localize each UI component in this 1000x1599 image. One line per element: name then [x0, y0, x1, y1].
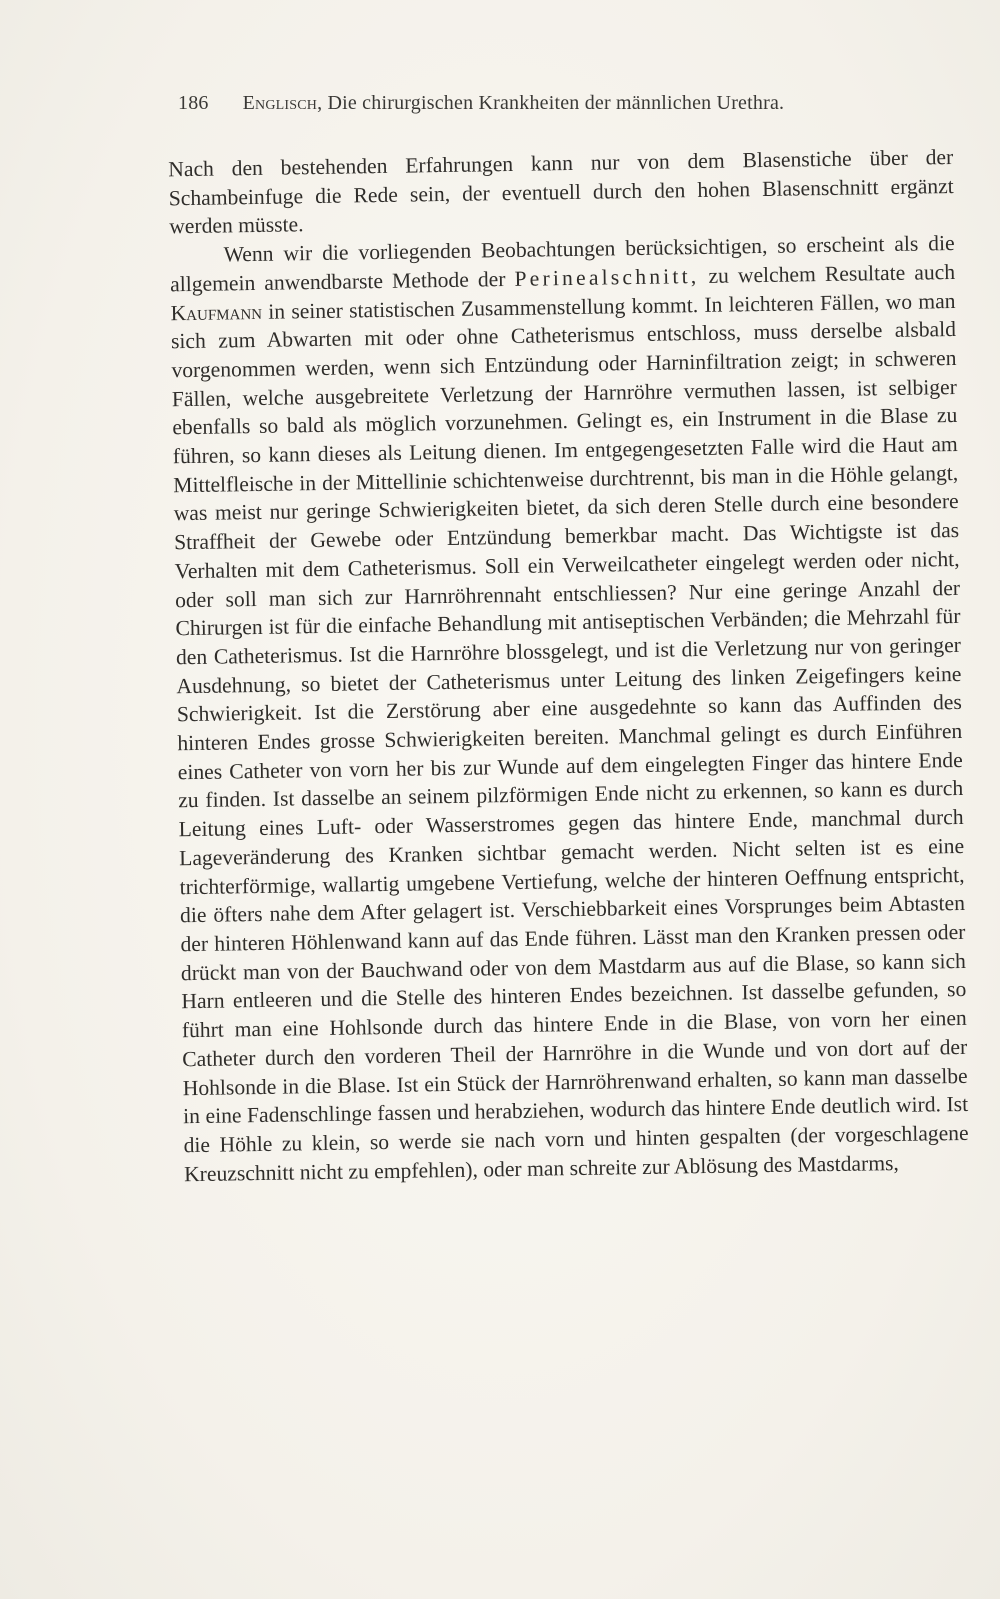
cited-author: Kaufmann — [170, 299, 263, 325]
body-text — [168, 143, 969, 1189]
paragraph-2-part-c: in seiner statistischen Zusammenstellung kommt. In leichteren Fällen, wo man sich zum Abwarten mit oder ohne Catheterismus entschloss, muss derselbe alsbald vorgenommen werden, wenn sich Entzündung oder Harninfiltration zeigt; in schweren Fällen, welche ausgebreitete Verletzung der Harnröhre vermuthen lassen, ist selbiger ebenfalls so bald als möglich vorzunehmen. Gelingt es, ein Instrument in die Blase zu führen, so kann dieses als Leitung dienen. Im entgegengesetzten Falle wird die Haut am Mittelfleische in der Mittellinie schichtenweise durchtrennt, bis man in die Höhle gelangt, was meist nur geringe Schwierigkeiten bietet, da sich deren Stelle durch eine besondere Straffheit der Gewebe oder Entzündung bemerkbar macht. Das Wichtigste ist das Verhalten mit dem Catheterismus. Soll ein Verweilcatheter eingelegt werden oder nicht, oder soll man sich zur Harnröhrennaht entschliessen? Nur eine geringe Anzahl der Chirurgen ist für die einfache Behandlung mit antiseptischen Verbänden; die Mehrzahl für den Catheterismus. Ist die Harnröhre blossgelegt, und ist die Verletzung nur von geringer Ausdehnung, so bietet der Catheterismus unter Leitung des linken Zeigefingers keine Schwierigkeit. Ist die Zerstörung aber eine ausgedehnte so kann das Auffinden des hinteren Endes grosse Schwierigkeiten bereiten. Manchmal gelingt es durch Einführen eines Catheter von vorn her bis zur Wunde auf dem eingelegten Finger das hintere Ende zu finden. Ist dasselbe an seinem pilzförmigen Ende nicht zu erkennen, so kann es durch Leitung eines Luft- oder Wasserstromes gegen das hintere Ende, manchmal durch Lageveränderung des Kranken sichtbar gemacht werden. Nicht selten ist es eine trichterförmige, wallartig umgebene Vertiefung, welche der hinteren Oeffnung entspricht, die öfters nahe dem After gelagert ist. Verschiebbarkeit eines Vorsprunges beim Abtasten der hinteren Höhlenwand kann auf das Ende führen. Lässt man den Kranken pressen oder drückt man von der Bauchwand oder von dem Mastdarm aus auf die Blase, so kann sich Harn entleeren und die Stelle des hinteren Endes bezeichnen. Ist dasselbe gefunden, so führt man eine Hohlsonde durch das hintere Ende in die Blase, von vorn her einen Catheter durch den vorderen Theil der Harnröhre in die Wunde und von dort auf der Hohlsonde in die Blase. Ist ein Stück der Harnröhrenwand erhalten, so kann man dasselbe in eine Fadenschlinge fassen und herabziehen, wodurch das hintere Ende deutlich wird. Ist die Höhle zu klein, so werde sie nach vorn und hinten gespalten (der vorgeschlagene Kreuzschnitt nicht zu empfehlen), oder man schreite zur Ablösung des Mastdarms, — [170, 288, 969, 1186]
paragraph-2-part-a: Wenn wir die vorliegenden Beobachtungen berücksichtigen, so erscheint als die allgemein anwendbarste Methode der — [169, 231, 955, 297]
page-number: 186 — [178, 92, 209, 114]
running-head — [178, 92, 888, 115]
emphasized-term: Perinealschnitt, — [514, 263, 700, 291]
paragraph-1: Nach den bestehenden Erfahrungen kann nur von dem Blasenstiche über der Schambeinfuge die Rede sein, der eventuell durch den hohen Blasenschnitt ergänzt werden müsste. — [168, 144, 954, 239]
paragraph-2-part-b: zu welchem Resultate auch — [699, 259, 956, 288]
paragraph-2 — [169, 229, 969, 1188]
header-title: Die chirurgischen Krankheiten der männlichen Urethra. — [327, 92, 785, 114]
header-author: Englisch, — [242, 92, 323, 114]
